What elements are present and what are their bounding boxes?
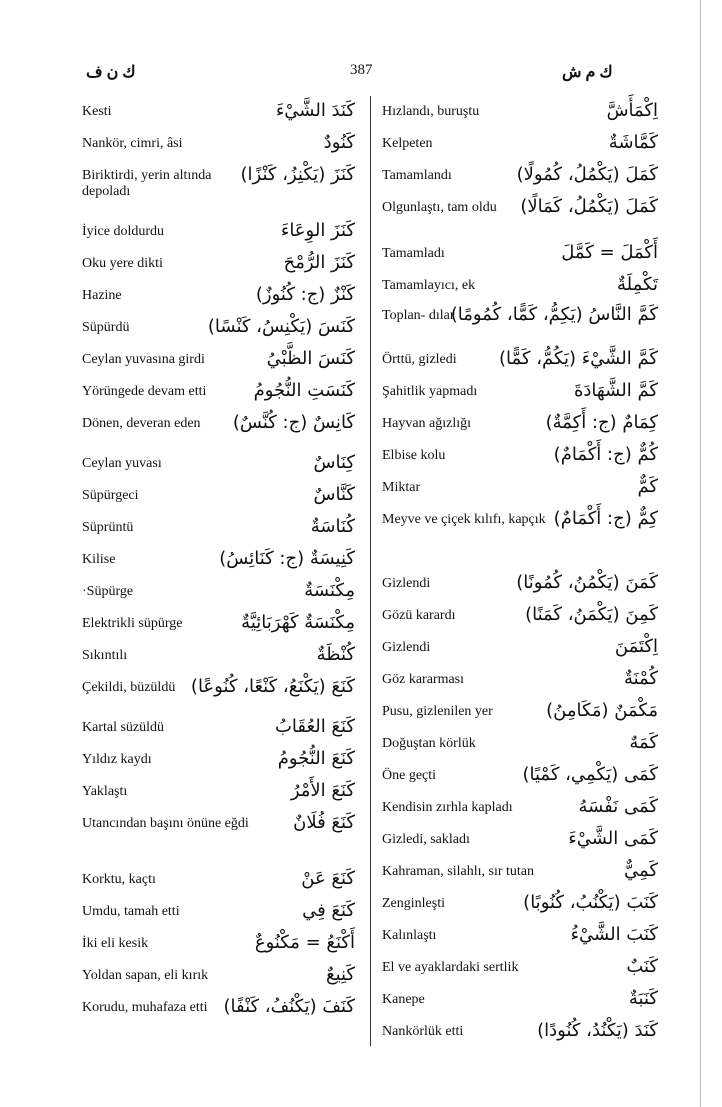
turkish-definition: Kelpeten: [382, 136, 433, 151]
turkish-definition: Şahitlik yapmadı: [382, 384, 478, 399]
turkish-definition: Kilise: [82, 552, 116, 567]
arabic-headword: كُمٌّ (ج: أَكْمَامٌ): [553, 444, 658, 465]
arabic-headword: كَانِسٌ (ج: كُنَّسٌ): [232, 412, 355, 433]
turkish-definition: Kesti: [82, 104, 112, 119]
turkish-definition: Yıldız kaydı: [82, 752, 152, 767]
arabic-headword: كُنْظَةٌ: [316, 644, 355, 665]
turkish-definition: Nankörlük etti: [382, 1024, 464, 1039]
turkish-definition: Kendisin zırhla kapladı: [382, 800, 513, 815]
turkish-definition: Öne geçti: [382, 768, 437, 783]
arabic-headword: كَنَعَ النُّجُومُ: [277, 748, 355, 769]
turkish-definition: Süpürgeci: [82, 488, 139, 503]
arabic-headword: كَمَّ الشَّهَادَةَ: [573, 380, 658, 401]
arabic-headword: كُنَاسَةٌ: [310, 516, 355, 537]
turkish-definition: Umdu, tamah etti: [82, 904, 180, 919]
turkish-definition: Kartal süzüldü: [82, 720, 165, 735]
turkish-definition: Miktar: [382, 480, 421, 495]
turkish-definition: Hayvan ağızlığı: [382, 416, 472, 431]
arabic-headword: كَنَعَ فِي: [302, 900, 355, 921]
turkish-definition: Kalınlaştı: [382, 928, 437, 943]
arabic-headword: كَنَزَ الوِعَاءَ: [280, 220, 355, 241]
header-right-letters: ك م ش: [562, 64, 613, 81]
arabic-headword: كَنَبٌ: [626, 956, 658, 977]
arabic-headword: تَكْمِلَةٌ: [617, 274, 658, 295]
turkish-definition: Hızlandı, buruştu: [382, 104, 480, 119]
arabic-headword: كَنَّاسٌ: [313, 484, 355, 505]
arabic-headword: كَنَعَ الأَمْرُ: [290, 780, 355, 801]
arabic-headword: كَمَّاشَةٌ: [608, 132, 658, 153]
turkish-definition: Örttü, gizledi: [382, 352, 457, 367]
turkish-definition: Yörüngede devam etti: [82, 384, 207, 399]
turkish-definition: Kanepe: [382, 992, 425, 1007]
turkish-definition: Korudu, muhafaza etti: [82, 1000, 208, 1015]
arabic-headword: كَنِيسَةٌ (ج: كَنَائِسُ): [219, 548, 355, 569]
arabic-headword: كَنَعَ (يَكْنَعُ، كَنْعًا، كُنُوعًا): [190, 676, 355, 697]
arabic-headword: كَنَعَ العُقَابُ: [274, 716, 355, 737]
turkish-definition: Süpürdü: [82, 320, 130, 335]
page-edge-line: [700, 0, 701, 1107]
column-divider: [370, 96, 371, 1046]
turkish-definition: Yaklaştı: [82, 784, 128, 799]
arabic-headword: كَمَنَ (يَكْمُنُ، كُمُونًا): [516, 572, 658, 593]
turkish-definition: Yoldan sapan, eli kırık: [82, 968, 209, 983]
arabic-headword: كَمَّ الشَّيْءَ (يَكُمُّ، كَمًّا): [499, 348, 658, 369]
page-header: [0, 62, 722, 92]
arabic-headword: كَمَلَ (يَكْمُلُ، كَمَالًا): [520, 196, 658, 217]
arabic-headword: كِمَامٌ (ج: أَكِمَّةٌ): [545, 412, 658, 433]
turkish-definition: Elektrikli süpürge: [82, 616, 183, 631]
arabic-headword: كُمْنَةٌ: [623, 668, 658, 689]
arabic-headword: مِكْنَسَةٌ كَهْرَبَائِيَّةٌ: [241, 612, 355, 633]
arabic-headword: كَنَدَ الشَّيْءَ: [275, 100, 355, 121]
arabic-headword: كِنَاسٌ: [313, 452, 355, 473]
arabic-headword: كَنَدَ (يَكْنُدُ، كُنُودًا): [537, 1020, 658, 1041]
arabic-headword: كَنْزٌ (ج: كُنُوزٌ): [255, 284, 355, 305]
arabic-headword: كَنَسَتِ النُّجُومُ: [253, 380, 355, 401]
turkish-definition: Gizlendi: [382, 640, 431, 655]
arabic-headword: كَمِنَ (يَكْمَنُ، كَمَنًا): [525, 604, 658, 625]
turkish-definition: Zenginleşti: [382, 896, 445, 911]
arabic-headword: كَنِيعٌ: [325, 964, 355, 985]
arabic-headword: كَنَبَةٌ: [628, 988, 658, 1009]
arabic-headword: كَمَّ النَّاسُ (يَكِمُّ، كَمًّا، كُمُومًا): [450, 304, 658, 325]
arabic-headword: كَمِيٌّ: [624, 860, 658, 881]
arabic-headword: كَمَى نَفْسَهُ: [578, 796, 658, 817]
arabic-headword: كَمَى الشَّيْءَ: [568, 828, 658, 849]
turkish-definition: Korktu, kaçtı: [82, 872, 156, 887]
turkish-definition: Utancından başını önüne eğdi: [82, 816, 249, 831]
arabic-headword: أَكْمَلَ = كَمَّلَ: [561, 242, 658, 263]
arabic-headword: كَنَسَ (يَكْنِسُ، كَنْسًا): [207, 316, 355, 337]
turkish-definition: ·Süpürge: [82, 584, 134, 599]
turkish-definition: İyice doldurdu: [82, 224, 165, 239]
turkish-definition: Tamamlandı: [382, 168, 452, 183]
arabic-headword: كَنَزَ (يَكْنِزُ، كَنْزًا): [240, 164, 355, 185]
turkish-definition: El ve ayaklardaki sertlik: [382, 960, 519, 975]
arabic-headword: مِكْنَسَةٌ: [304, 580, 355, 601]
turkish-definition: Toplan- dılar: [382, 308, 455, 323]
turkish-definition: Biriktirdi, yerin altında depoladı: [82, 168, 212, 199]
turkish-definition: Ceylan yuvası: [82, 456, 162, 471]
turkish-definition: Sıkıntılı: [82, 648, 128, 663]
arabic-headword: كَنُودٌ: [323, 132, 355, 153]
arabic-headword: اِكْتَمَنَ: [614, 636, 658, 657]
turkish-definition: Elbise kolu: [382, 448, 446, 463]
turkish-definition: Doğuştan körlük: [382, 736, 476, 751]
turkish-definition: Göz kararması: [382, 672, 465, 687]
turkish-definition: Gizledi, sakladı: [382, 832, 470, 847]
arabic-headword: كَمٌّ: [637, 476, 658, 497]
header-left-letters: ك ن ف: [86, 64, 136, 81]
arabic-headword: كَنَبَ الشَّيْءُ: [570, 924, 658, 945]
turkish-definition: Çekildi, büzüldü: [82, 680, 176, 695]
arabic-headword: أَكْنَعُ = مَكْنُوعٌ: [254, 932, 355, 953]
arabic-headword: كَنَعَ عَنْ: [301, 868, 355, 889]
arabic-headword: كَنَسَ الظَّبْيُ: [266, 348, 355, 369]
arabic-headword: اِكْمَأَشَّ: [606, 100, 658, 121]
arabic-headword: مَكْمَنٌ (مَكَامِنُ): [546, 700, 658, 721]
turkish-definition: Kahraman, silahlı, sır tutan: [382, 864, 535, 879]
turkish-definition: Gözü karardı: [382, 608, 456, 623]
turkish-definition: Hazine: [82, 288, 122, 303]
arabic-headword: كَمَى (يَكْمِي، كَمْيًا): [522, 764, 658, 785]
turkish-definition: Oku yere dikti: [82, 256, 163, 271]
turkish-definition: Olgunlaştı, tam oldu: [382, 200, 497, 215]
turkish-definition: Ceylan yuvasına girdi: [82, 352, 205, 367]
arabic-headword: كَنَعَ فُلَانٌ: [293, 812, 355, 833]
turkish-definition: Tamamladı: [382, 246, 445, 261]
arabic-headword: كَنَبَ (يَكْنُبُ، كُنُوبًا): [523, 892, 658, 913]
turkish-definition: Nankör, cimri, âsi: [82, 136, 183, 151]
turkish-definition: Süprüntü: [82, 520, 134, 535]
turkish-definition: Tamamlayıcı, ek: [382, 278, 476, 293]
turkish-definition: Gizlendi: [382, 576, 431, 591]
arabic-headword: كَنَزَ الرُّمْحَ: [283, 252, 355, 273]
page-number: 387: [350, 62, 373, 78]
turkish-definition: İki eli kesik: [82, 936, 149, 951]
arabic-headword: كَمَهٌ: [629, 732, 658, 753]
arabic-headword: كَنَفَ (يَكْنُفُ، كَنْفًا): [223, 996, 355, 1017]
turkish-definition: Meyve ve çiçek kılıfı, kapçık: [382, 512, 546, 527]
arabic-headword: كَمَلَ (يَكْمُلُ، كُمُولًا): [516, 164, 658, 185]
turkish-definition: Dönen, deveran eden: [82, 416, 201, 431]
turkish-definition: Pusu, gizlenilen yer: [382, 704, 493, 719]
arabic-headword: كِمٌّ (ج: أَكْمَامٌ): [553, 508, 658, 529]
